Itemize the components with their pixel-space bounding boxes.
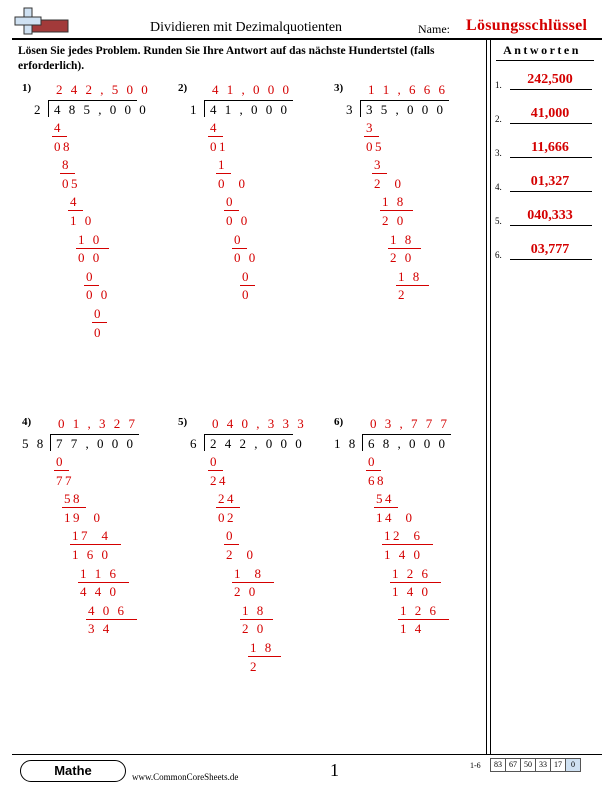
work-step: 1 4 (400, 621, 424, 637)
quotient: 0 3 , 7 7 7 (370, 416, 450, 431)
subtraction-line (224, 210, 239, 211)
answer-line (510, 259, 592, 260)
dividend: 2 4 2 , 0 0 0 (210, 436, 305, 451)
answer-number: 5. (495, 216, 502, 226)
work-step: 2 0 (226, 547, 256, 562)
work-step: 0 0 (78, 250, 102, 266)
score-cell: 0 (565, 758, 581, 772)
subtraction-line (372, 173, 387, 174)
answer-number: 2. (495, 114, 502, 124)
divisor: 1 (190, 102, 199, 117)
quotient: 1 1 , 6 6 6 (368, 82, 448, 97)
answer-value: 41,000 (530, 106, 570, 121)
answer-value: 242,500 (527, 72, 573, 87)
quotient: 0 4 0 , 3 3 3 (212, 416, 307, 431)
work-step: 3 (366, 120, 375, 135)
work-step: 1 0 (70, 213, 94, 228)
work-step: 77 (56, 472, 74, 488)
divisor: 3 (346, 102, 355, 117)
subtraction-line (374, 507, 398, 508)
quotient: 0 1 , 3 2 7 (58, 416, 138, 431)
quotient: 4 1 , 0 0 0 (212, 82, 292, 97)
work-step: 3 4 (88, 621, 112, 637)
work-step: 54 (376, 491, 394, 507)
subtraction-line (248, 656, 281, 657)
problem-label: 4) (22, 416, 32, 428)
problem-label: 2) (178, 82, 188, 94)
score-cell: 83 (490, 758, 506, 772)
score-cell: 67 (505, 758, 521, 772)
answer-value: 11,666 (531, 140, 569, 155)
work-step: 2 0 (374, 175, 404, 191)
work-step: 1 4 0 (392, 584, 431, 600)
work-step: 0 (368, 454, 377, 469)
work-step: 1 8 (390, 231, 414, 247)
subtraction-line (390, 582, 441, 583)
work-step: 1 4 0 (384, 547, 423, 562)
score-cell: 17 (550, 758, 566, 772)
work-step: 4 (54, 120, 63, 135)
answer-value: 040,333 (527, 208, 573, 223)
work-step: 0 (94, 306, 103, 321)
work-step: 2 0 (242, 621, 266, 637)
work-step: 0 0 (226, 213, 250, 228)
work-step: 0 (242, 287, 251, 303)
work-step: 01 (210, 138, 228, 154)
work-step: 4 (210, 120, 219, 135)
name-label: Name: (418, 22, 450, 36)
answer-number: 3. (495, 148, 502, 158)
page-number: 1 (330, 760, 339, 780)
work-step: 4 4 0 (80, 584, 119, 600)
work-step: 3 (374, 157, 383, 173)
subtraction-line (92, 322, 107, 323)
work-step: 0 (94, 324, 103, 340)
problem-label: 3) (334, 82, 344, 94)
header-divider (12, 38, 602, 40)
answer-line (510, 123, 592, 124)
site-url[interactable]: www.CommonCoreSheets.de (132, 772, 239, 782)
subtraction-line (232, 248, 247, 249)
subtraction-line (366, 470, 381, 471)
work-step: 1 6 0 (72, 547, 111, 562)
score-cell: 50 (520, 758, 536, 772)
subtraction-line (216, 173, 231, 174)
quotient: 2 4 2 , 5 0 0 (56, 82, 151, 97)
work-step: 19 0 (64, 509, 103, 525)
work-step: 0 0 (218, 175, 248, 191)
answers-heading: Antworten (503, 43, 581, 57)
subtraction-line (396, 285, 429, 286)
problem-label: 6) (334, 416, 344, 428)
work-step: 1 2 6 (392, 565, 431, 581)
subtraction-line (62, 507, 86, 508)
answer-line (510, 191, 592, 192)
subtraction-line (240, 619, 273, 620)
subtraction-line (60, 173, 75, 174)
subtraction-line (76, 248, 109, 249)
page-title: Dividieren mit Dezimalquotienten (150, 20, 343, 35)
work-step: 05 (366, 138, 384, 154)
work-step: 8 (62, 157, 71, 173)
subtraction-line (52, 136, 67, 137)
divisor: 6 (190, 436, 199, 451)
divisor: 5 8 (22, 436, 46, 451)
work-step: 05 (62, 175, 80, 191)
work-step: 08 (54, 138, 72, 154)
subtraction-line (78, 582, 129, 583)
work-step: 02 (218, 509, 236, 525)
dividend: 3 5 , 0 0 0 (366, 102, 446, 117)
subtraction-line (388, 248, 421, 249)
work-step: 1 8 (234, 565, 264, 581)
dividend: 6 8 , 0 0 0 (368, 436, 448, 451)
subtraction-line (84, 285, 99, 286)
work-step: 1 8 (382, 194, 406, 210)
work-step: 1 8 (398, 268, 422, 284)
subtraction-line (364, 136, 379, 137)
work-step: 17 4 (72, 528, 111, 544)
answer-key-label: Lösungsschlüssel (466, 17, 588, 34)
work-step: 0 (242, 268, 251, 284)
score-range-label: 1-6 (470, 761, 481, 770)
score-cell: 33 (535, 758, 551, 772)
answer-number: 1. (495, 80, 502, 90)
subtraction-line (224, 544, 239, 545)
subtraction-line (68, 210, 83, 211)
work-step: 0 0 (234, 250, 258, 266)
subtraction-line (382, 544, 433, 545)
work-step: 0 (234, 231, 243, 247)
work-step: 0 (56, 454, 65, 469)
subtraction-line (54, 470, 69, 471)
work-step: 4 0 6 (88, 602, 127, 618)
dividend: 4 1 , 0 0 0 (210, 102, 290, 117)
work-step: 2 0 (382, 213, 406, 228)
work-step: 0 (226, 528, 235, 544)
work-step: 1 2 6 (400, 602, 439, 618)
subtraction-line (398, 619, 449, 620)
answer-line (510, 157, 592, 158)
subtraction-line (70, 544, 121, 545)
dividend: 4 8 5 , 0 0 0 (54, 102, 149, 117)
instructions: Lösen Sie jedes Problem. Runden Sie Ihre Antwort auf das nächste Hundertstel (falls erforderlich). (18, 45, 435, 72)
work-step: 2 0 (390, 250, 414, 266)
answer-value: 01,327 (530, 174, 570, 189)
plus-logo-icon (14, 6, 70, 38)
answer-panel-divider-inner (490, 38, 491, 754)
answer-number: 6. (495, 250, 502, 260)
subtraction-line (216, 507, 240, 508)
answer-value: 03,777 (530, 242, 570, 257)
divisor: 1 8 (334, 436, 358, 451)
answers-heading-underline (496, 60, 594, 61)
work-step: 0 0 (86, 287, 110, 303)
dividend: 7 7 , 0 0 0 (56, 436, 136, 451)
answer-panel-divider (486, 38, 487, 754)
divisor: 2 (34, 102, 43, 117)
work-step: 1 8 (242, 602, 266, 618)
answer-line (510, 225, 592, 226)
subject-badge: Mathe (20, 760, 126, 782)
work-step: 24 (218, 491, 236, 507)
footer-divider (12, 754, 602, 755)
work-step: 0 (86, 268, 95, 284)
subtraction-line (86, 619, 137, 620)
work-step: 1 8 (250, 640, 274, 655)
answer-number: 4. (495, 182, 502, 192)
problem-label: 5) (178, 416, 188, 428)
work-step: 68 (368, 472, 386, 488)
work-step: 2 (250, 658, 259, 674)
subtraction-line (208, 470, 223, 471)
subtraction-line (240, 285, 255, 286)
logo (14, 6, 70, 38)
work-step: 1 (218, 157, 227, 173)
work-step: 1 1 6 (80, 565, 119, 581)
answer-line (510, 89, 592, 90)
subtraction-line (380, 210, 413, 211)
work-step: 2 (398, 287, 407, 303)
work-step: 4 (70, 194, 79, 210)
subtraction-line (232, 582, 274, 583)
work-step: 12 6 (384, 528, 423, 544)
work-step: 2 0 (234, 584, 258, 600)
work-step: 58 (64, 491, 82, 507)
work-step: 0 (226, 194, 235, 210)
work-step: 14 0 (376, 509, 415, 525)
work-step: 1 0 (78, 231, 102, 247)
work-step: 24 (210, 472, 228, 488)
work-step: 0 (210, 454, 219, 469)
subtraction-line (208, 136, 223, 137)
problem-label: 1) (22, 82, 32, 94)
